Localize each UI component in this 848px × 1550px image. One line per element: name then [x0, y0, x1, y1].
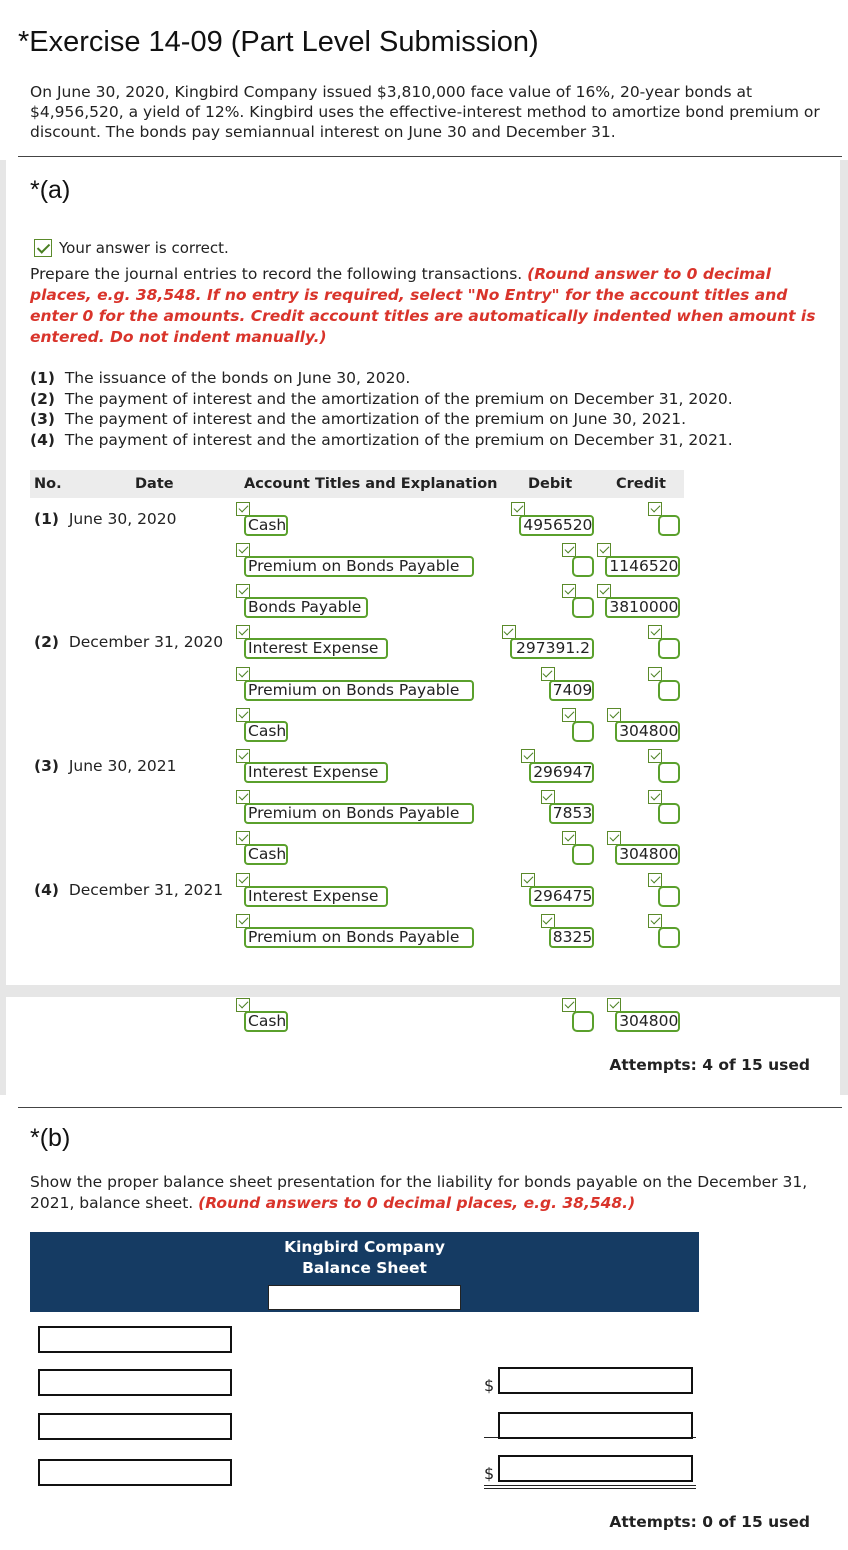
debit-check-icon — [541, 790, 555, 804]
debit-amount-field[interactable] — [572, 721, 594, 742]
credit-amount-field[interactable]: 3810000 — [605, 597, 680, 618]
panel-edge — [840, 997, 848, 1095]
account-check-icon — [236, 914, 250, 928]
debit-check-icon — [511, 502, 525, 516]
instruction-rounding-note: (Round answers to 0 decimal places, e.g. 38,548.) — [198, 1194, 636, 1212]
part-b-instruction — [30, 1172, 830, 1214]
debit-check-icon — [521, 749, 535, 763]
account-title-field[interactable]: Interest Expense — [244, 886, 388, 907]
debit-amount-field[interactable] — [572, 844, 594, 865]
account-check-icon — [236, 708, 250, 722]
account-check-icon — [236, 831, 250, 845]
debit-amount-field[interactable]: 296947 — [529, 762, 594, 783]
part-b-label: *(b) — [30, 1124, 71, 1152]
debit-amount-field[interactable] — [572, 556, 594, 577]
entry-label: (2) December 31, 2020 — [34, 633, 224, 651]
entry-label: (3) June 30, 2021 — [34, 757, 177, 775]
entry-label: (1) June 30, 2020 — [34, 510, 177, 528]
debit-amount-field[interactable]: 296475 — [529, 886, 594, 907]
credit-amount-field[interactable] — [658, 803, 680, 824]
credit-check-icon — [607, 831, 621, 845]
transaction-item: (3) The payment of interest and the amortization of the premium on June 30, 2021. — [30, 410, 687, 428]
divider — [18, 156, 842, 157]
credit-check-icon — [648, 873, 662, 887]
account-title-field[interactable]: Cash — [244, 844, 288, 865]
header-debit: Debit — [528, 476, 573, 492]
credit-amount-field[interactable] — [658, 762, 680, 783]
debit-amount-field[interactable]: 4956520 — [519, 515, 594, 536]
account-title-field[interactable]: Premium on Bonds Payable — [244, 927, 474, 948]
credit-amount-field[interactable] — [658, 638, 680, 659]
account-title-input[interactable] — [38, 1326, 232, 1353]
debit-check-icon — [502, 625, 516, 639]
debit-check-icon — [562, 998, 576, 1012]
company-name: Kingbird Company — [284, 1238, 445, 1256]
transaction-item: (1) The issuance of the bonds on June 30, 2020. — [30, 369, 411, 387]
debit-check-icon — [562, 831, 576, 845]
credit-amount-field[interactable]: 304800 — [615, 1011, 680, 1032]
correct-status-text: Your answer is correct. — [59, 239, 229, 257]
total-rule — [484, 1485, 696, 1486]
transaction-item: (2) The payment of interest and the amortization of the premium on December 31, 2020. — [30, 389, 733, 408]
instruction-text: Show the proper balance sheet presentation for the liability for bonds payable on the December 31, 2021, balance sheet. — [30, 1173, 808, 1212]
credit-check-icon — [597, 584, 611, 598]
entry-label: (4) December 31, 2021 — [34, 881, 224, 899]
account-title-field[interactable]: Premium on Bonds Payable — [244, 680, 474, 701]
debit-check-icon — [541, 667, 555, 681]
account-title-input[interactable] — [38, 1413, 232, 1440]
debit-check-icon — [541, 914, 555, 928]
credit-check-icon — [648, 625, 662, 639]
credit-check-icon — [648, 914, 662, 928]
credit-check-icon — [607, 708, 621, 722]
credit-amount-field[interactable] — [658, 680, 680, 701]
account-title-field[interactable]: Cash — [244, 515, 288, 536]
credit-amount-field[interactable] — [658, 927, 680, 948]
credit-check-icon — [607, 998, 621, 1012]
account-check-icon — [236, 502, 250, 516]
panel-edge — [840, 160, 848, 985]
attempts-counter: Attempts: 0 of 15 used — [609, 1513, 810, 1531]
transaction-item: (4) The payment of interest and the amortization of the premium on December 31, 2021. — [30, 430, 733, 449]
amount-input[interactable] — [498, 1367, 693, 1394]
account-check-icon — [236, 998, 250, 1012]
account-title-input[interactable] — [38, 1459, 232, 1486]
total-rule — [484, 1488, 696, 1489]
debit-check-icon — [562, 708, 576, 722]
account-check-icon — [236, 584, 250, 598]
account-check-icon — [236, 667, 250, 681]
header-no: No. — [34, 476, 62, 492]
transaction-list — [30, 368, 733, 450]
date-input[interactable] — [268, 1285, 461, 1310]
account-title-field[interactable]: Cash — [244, 1011, 288, 1032]
panel-edge — [0, 160, 6, 985]
credit-check-icon — [648, 502, 662, 516]
account-title-field[interactable]: Premium on Bonds Payable — [244, 556, 474, 577]
check-icon — [34, 239, 52, 257]
account-check-icon — [236, 543, 250, 557]
debit-check-icon — [562, 543, 576, 557]
credit-check-icon — [648, 790, 662, 804]
account-title-field[interactable]: Bonds Payable — [244, 597, 368, 618]
journal-table-header — [30, 470, 684, 498]
amount-input[interactable] — [498, 1412, 693, 1439]
credit-check-icon — [648, 749, 662, 763]
section-separator — [0, 985, 848, 997]
debit-amount-field[interactable]: 7409 — [549, 680, 594, 701]
credit-amount-field[interactable]: 304800 — [615, 721, 680, 742]
debit-amount-field[interactable]: 297391.2 — [510, 638, 594, 659]
account-title-input[interactable] — [38, 1369, 232, 1396]
account-check-icon — [236, 625, 250, 639]
credit-amount-field[interactable]: 1146520 — [605, 556, 680, 577]
debit-check-icon — [521, 873, 535, 887]
part-a-label: *(a) — [30, 176, 71, 204]
account-check-icon — [236, 790, 250, 804]
instruction-rounding-note: (Round answer to 0 decimal places, e.g. 38,548. If no entry is required, select "No Entry" for the account titles and enter 0 for the amounts. Credit account titles are automatically indented when amount is entered. Do not indent manually.) — [30, 265, 816, 346]
dollar-sign: $ — [484, 1464, 495, 1483]
account-check-icon — [236, 873, 250, 887]
account-check-icon — [236, 749, 250, 763]
account-title-field[interactable]: Cash — [244, 721, 288, 742]
balance-sheet-header — [30, 1232, 699, 1312]
total-amount-input[interactable] — [498, 1455, 693, 1482]
attempts-counter: Attempts: 4 of 15 used — [609, 1056, 810, 1074]
debit-amount-field[interactable] — [572, 597, 594, 618]
credit-amount-field[interactable]: 304800 — [615, 844, 680, 865]
statement-name: Balance Sheet — [302, 1259, 427, 1277]
credit-check-icon — [648, 667, 662, 681]
debit-check-icon — [562, 584, 576, 598]
account-title-field[interactable]: Premium on Bonds Payable — [244, 803, 474, 824]
panel-edge — [0, 997, 6, 1095]
instruction-text: Prepare the journal entries to record the following transactions. — [30, 265, 523, 283]
header-account: Account Titles and Explanation — [244, 476, 498, 492]
dollar-sign: $ — [484, 1376, 495, 1395]
debit-amount-field[interactable] — [572, 1011, 594, 1032]
header-date: Date — [135, 476, 174, 492]
divider — [18, 1107, 842, 1108]
account-title-field[interactable]: Interest Expense — [244, 762, 388, 783]
part-a-instruction — [30, 264, 830, 348]
correct-status — [34, 239, 229, 257]
debit-amount-field[interactable]: 8325 — [549, 927, 594, 948]
credit-amount-field[interactable] — [658, 515, 680, 536]
credit-amount-field[interactable] — [658, 886, 680, 907]
debit-amount-field[interactable]: 7853 — [549, 803, 594, 824]
credit-check-icon — [597, 543, 611, 557]
exercise-intro: On June 30, 2020, Kingbird Company issued $3,810,000 face value of 16%, 20-year bonds at $4,956,520, a yield of 12%. Kingbird uses the effective-interest method to amortize bond premium or discount. The bonds pay semiannual interest on June 30 and December 31. — [30, 83, 820, 141]
account-title-field[interactable]: Interest Expense — [244, 638, 388, 659]
header-credit: Credit — [616, 476, 666, 492]
exercise-title: *Exercise 14-09 (Part Level Submission) — [18, 26, 539, 58]
